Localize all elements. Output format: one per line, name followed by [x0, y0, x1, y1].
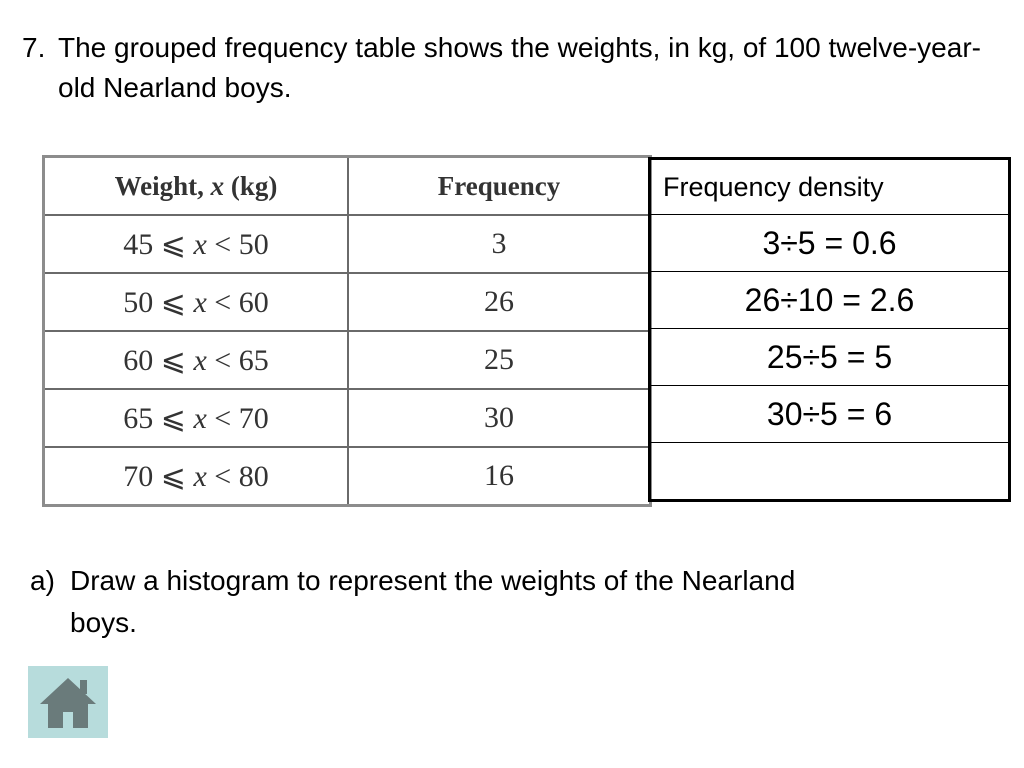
table-row	[44, 215, 651, 273]
frequency-cell: 25	[348, 331, 651, 389]
table-row	[44, 389, 651, 447]
density-cell-empty[interactable]	[650, 443, 1010, 501]
part-a-text: Draw a histogram to represent the weights of the Nearland boys.	[70, 565, 796, 638]
home-button[interactable]	[28, 666, 108, 738]
home-icon	[28, 666, 108, 738]
frequency-cell: 26	[348, 273, 651, 331]
density-cell: 25÷5 = 5	[650, 329, 1010, 386]
frequency-cell: 3	[348, 215, 651, 273]
density-cell: 26÷10 = 2.6	[650, 272, 1010, 329]
question	[22, 28, 1002, 108]
weight-cell: 60 ⩽ x < 65	[44, 331, 349, 389]
weight-cell: 65 ⩽ x < 70	[44, 389, 349, 447]
question-text: The grouped frequency table shows the weights, in kg, of 100 twelve-year-old Nearland boys.	[58, 32, 981, 103]
frequency-density-table	[648, 157, 1011, 502]
weight-cell: 50 ⩽ x < 60	[44, 273, 349, 331]
density-cell: 30÷5 = 6	[650, 386, 1010, 443]
weight-cell: 45 ⩽ x < 50	[44, 215, 349, 273]
weight-header: Weight, x (kg)	[44, 157, 349, 216]
density-header: Frequency density	[650, 159, 1010, 215]
part-a	[30, 560, 830, 644]
frequency-header: Frequency	[348, 157, 651, 216]
frequency-cell: 30	[348, 389, 651, 447]
weight-cell: 70 ⩽ x < 80	[44, 447, 349, 506]
frequency-table	[42, 155, 652, 507]
part-a-label: a)	[30, 565, 55, 596]
table-row	[44, 447, 651, 506]
density-cell: 3÷5 = 0.6	[650, 215, 1010, 272]
table-header-row	[44, 157, 651, 216]
table-row	[44, 273, 651, 331]
table-row	[44, 331, 651, 389]
question-number: 7.	[22, 32, 46, 63]
frequency-cell: 16	[348, 447, 651, 506]
